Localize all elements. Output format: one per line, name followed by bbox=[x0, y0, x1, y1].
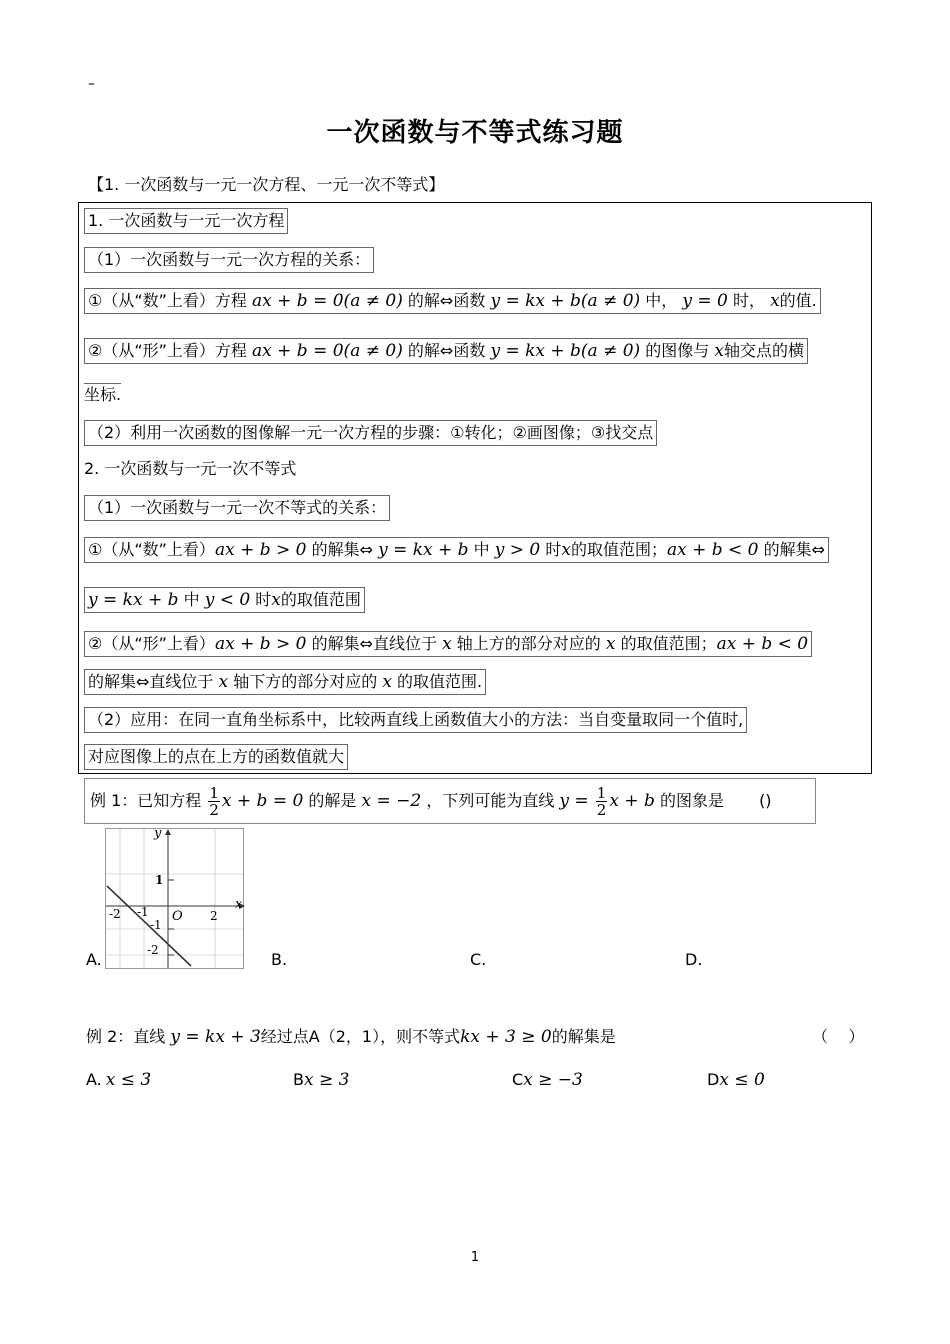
option-label: C bbox=[512, 1070, 524, 1089]
equation: x bbox=[442, 634, 452, 654]
box-heading-2: 2. 一次函数与一元一次不等式 bbox=[84, 459, 297, 478]
text: 的取值范围 bbox=[280, 590, 361, 609]
option-label: D bbox=[707, 1070, 720, 1089]
fraction bbox=[208, 785, 220, 818]
equation: x bbox=[770, 291, 780, 311]
section-heading: 【1. 一次函数与一元一次方程、一元一次不等式】 bbox=[88, 175, 445, 194]
box-p1-item2 bbox=[84, 338, 808, 364]
example2-answer-paren: （ ） bbox=[812, 1027, 865, 1046]
text: ②（从“形”上看）方程 bbox=[88, 341, 247, 360]
page-title: 一次函数与不等式练习题 bbox=[326, 118, 624, 148]
text: 的图象是 bbox=[659, 791, 724, 810]
x-tick-label: 2 bbox=[210, 909, 218, 923]
box-heading-1: 1. 一次函数与一元一次方程 bbox=[84, 208, 288, 234]
equation: ax + b = 0(a ≠ 0) bbox=[252, 341, 403, 361]
equation: ax + b > 0 bbox=[214, 634, 307, 654]
equation: y > 0 bbox=[494, 540, 541, 560]
example2-question bbox=[86, 1024, 616, 1047]
equation: y = 0 bbox=[682, 291, 728, 311]
text: 中 bbox=[183, 590, 200, 609]
option-math: x ≤ 0 bbox=[719, 1070, 765, 1090]
header-mark: – bbox=[88, 76, 95, 92]
box-p1-item2-cont: 坐标. bbox=[84, 385, 122, 404]
text: ①（从“数”上看） bbox=[88, 540, 215, 559]
equation: x bbox=[382, 672, 392, 692]
y-axis-arrow bbox=[165, 829, 171, 835]
y-tick-label: -1 bbox=[150, 918, 162, 932]
equation: ax + b < 0 bbox=[666, 540, 759, 560]
example2-option-d[interactable] bbox=[707, 1070, 765, 1090]
text: 中， bbox=[645, 291, 678, 310]
x-tick-label: -2 bbox=[109, 907, 121, 921]
equation: x bbox=[271, 590, 281, 610]
text: ，下列可能为直线 bbox=[426, 791, 555, 810]
equation: ax + b < 0 bbox=[716, 634, 809, 654]
option-math: x ≥ 3 bbox=[303, 1070, 350, 1090]
fraction bbox=[596, 785, 608, 818]
box-p2-label: （1）一次函数与一元一次不等式的关系： bbox=[84, 495, 390, 521]
text: 的解⇔函数 bbox=[407, 291, 486, 310]
text: 中 bbox=[473, 540, 490, 559]
text: ①（从“数”上看）方程 bbox=[88, 291, 247, 310]
text: 的取值范围； bbox=[620, 634, 717, 653]
text: 的解集⇔直线位于 bbox=[88, 672, 214, 691]
text: 轴交点的横 bbox=[723, 341, 804, 360]
frac-num: 1 bbox=[209, 784, 219, 802]
x-label: x bbox=[235, 897, 243, 912]
option-label: B bbox=[293, 1070, 304, 1089]
equation: y = bbox=[559, 791, 589, 811]
box-p2-app-1: （2）应用：在同一直角坐标系中，比较两直线上函数值大小的方法：当自变量取同一个值时, bbox=[84, 707, 747, 733]
text: 的解集⇔ bbox=[311, 540, 373, 559]
equation: y = kx + b(a ≠ 0) bbox=[490, 341, 641, 361]
equation: y < 0 bbox=[204, 590, 251, 610]
option-a-graph bbox=[105, 828, 245, 970]
graph-border bbox=[106, 829, 244, 969]
equation: x bbox=[605, 634, 616, 654]
equation: ax + b > 0 bbox=[214, 540, 307, 560]
text: 的解⇔函数 bbox=[407, 341, 486, 360]
text: 的图像与 bbox=[645, 341, 710, 360]
example2-option-c[interactable] bbox=[512, 1070, 583, 1090]
equation: x bbox=[218, 672, 229, 692]
example1-question bbox=[90, 781, 772, 821]
text: 的取值范围. bbox=[397, 672, 483, 691]
example2-option-b[interactable] bbox=[293, 1070, 349, 1090]
text: 轴下方的部分对应的 bbox=[233, 672, 378, 691]
equation: x + b = 0 bbox=[221, 791, 304, 811]
box-p2-item1 bbox=[84, 537, 829, 563]
equation: y = kx + b(a ≠ 0) bbox=[490, 291, 641, 311]
equation: kx + 3 ≥ 0 bbox=[460, 1027, 552, 1047]
text: 轴上方的部分对应的 bbox=[456, 634, 601, 653]
example2-option-a[interactable] bbox=[86, 1070, 151, 1090]
equation: x + b bbox=[609, 791, 655, 811]
option-c[interactable]: C. bbox=[470, 950, 487, 969]
text: 时 bbox=[545, 540, 562, 559]
option-math: x ≤ 3 bbox=[105, 1070, 152, 1090]
option-label: A. bbox=[86, 1070, 102, 1089]
page-number: 1 bbox=[470, 1250, 480, 1265]
equation: y = kx + 3 bbox=[170, 1027, 261, 1047]
box-p1-steps: （2）利用一次函数的图像解一元一次方程的步骤：①转化；②画图像；③找交点 bbox=[84, 420, 657, 446]
box-p1-item1 bbox=[84, 288, 821, 314]
text: 时 bbox=[255, 590, 272, 609]
text: 的取值范围； bbox=[570, 540, 667, 559]
frac-num: 1 bbox=[596, 784, 607, 802]
equation: x bbox=[561, 540, 571, 560]
frac-den: 2 bbox=[209, 801, 219, 819]
y-tick-label: 1 bbox=[155, 873, 164, 887]
equation: y = kx + b bbox=[88, 590, 179, 610]
grid bbox=[106, 829, 243, 968]
text: 时， bbox=[732, 291, 765, 310]
box-p2-item2 bbox=[84, 631, 812, 657]
box-p2-app-2: 对应图像上的点在上方的函数值就大 bbox=[84, 744, 348, 770]
frac-den: 2 bbox=[596, 801, 607, 819]
text: 例 2：直线 bbox=[86, 1027, 166, 1046]
text: 的值. bbox=[779, 291, 817, 310]
option-b[interactable]: B. bbox=[271, 950, 288, 969]
option-a[interactable]: A. bbox=[86, 950, 102, 969]
box-p2-item1-cont bbox=[84, 587, 365, 613]
option-math: x ≥ −3 bbox=[523, 1070, 583, 1090]
y-tick-label: -2 bbox=[147, 943, 159, 957]
text: 的解集是 bbox=[551, 1027, 616, 1046]
text: 经过点A（2，1），则不等式 bbox=[260, 1027, 461, 1046]
origin-label: O bbox=[172, 909, 183, 924]
box-p2-item2-cont bbox=[84, 669, 486, 695]
answer-paren: () bbox=[759, 791, 772, 810]
box-p1-label: （1）一次函数与一元一次方程的关系： bbox=[84, 247, 374, 273]
equation: ax + b = 0(a ≠ 0) bbox=[252, 291, 403, 311]
equation: x bbox=[714, 341, 724, 361]
text: 例 1：已知方程 bbox=[90, 791, 202, 810]
y-label: y bbox=[154, 828, 162, 841]
equation: x = −2 bbox=[361, 791, 422, 811]
text: ②（从“形”上看） bbox=[88, 634, 215, 653]
text: 的解集⇔直线位于 bbox=[311, 634, 437, 653]
x-tick-label: -1 bbox=[137, 905, 149, 919]
equation: y = kx + b bbox=[378, 540, 469, 560]
text: 的解集⇔ bbox=[763, 540, 826, 559]
option-d[interactable]: D. bbox=[685, 950, 703, 969]
text: 的解是 bbox=[308, 791, 357, 810]
